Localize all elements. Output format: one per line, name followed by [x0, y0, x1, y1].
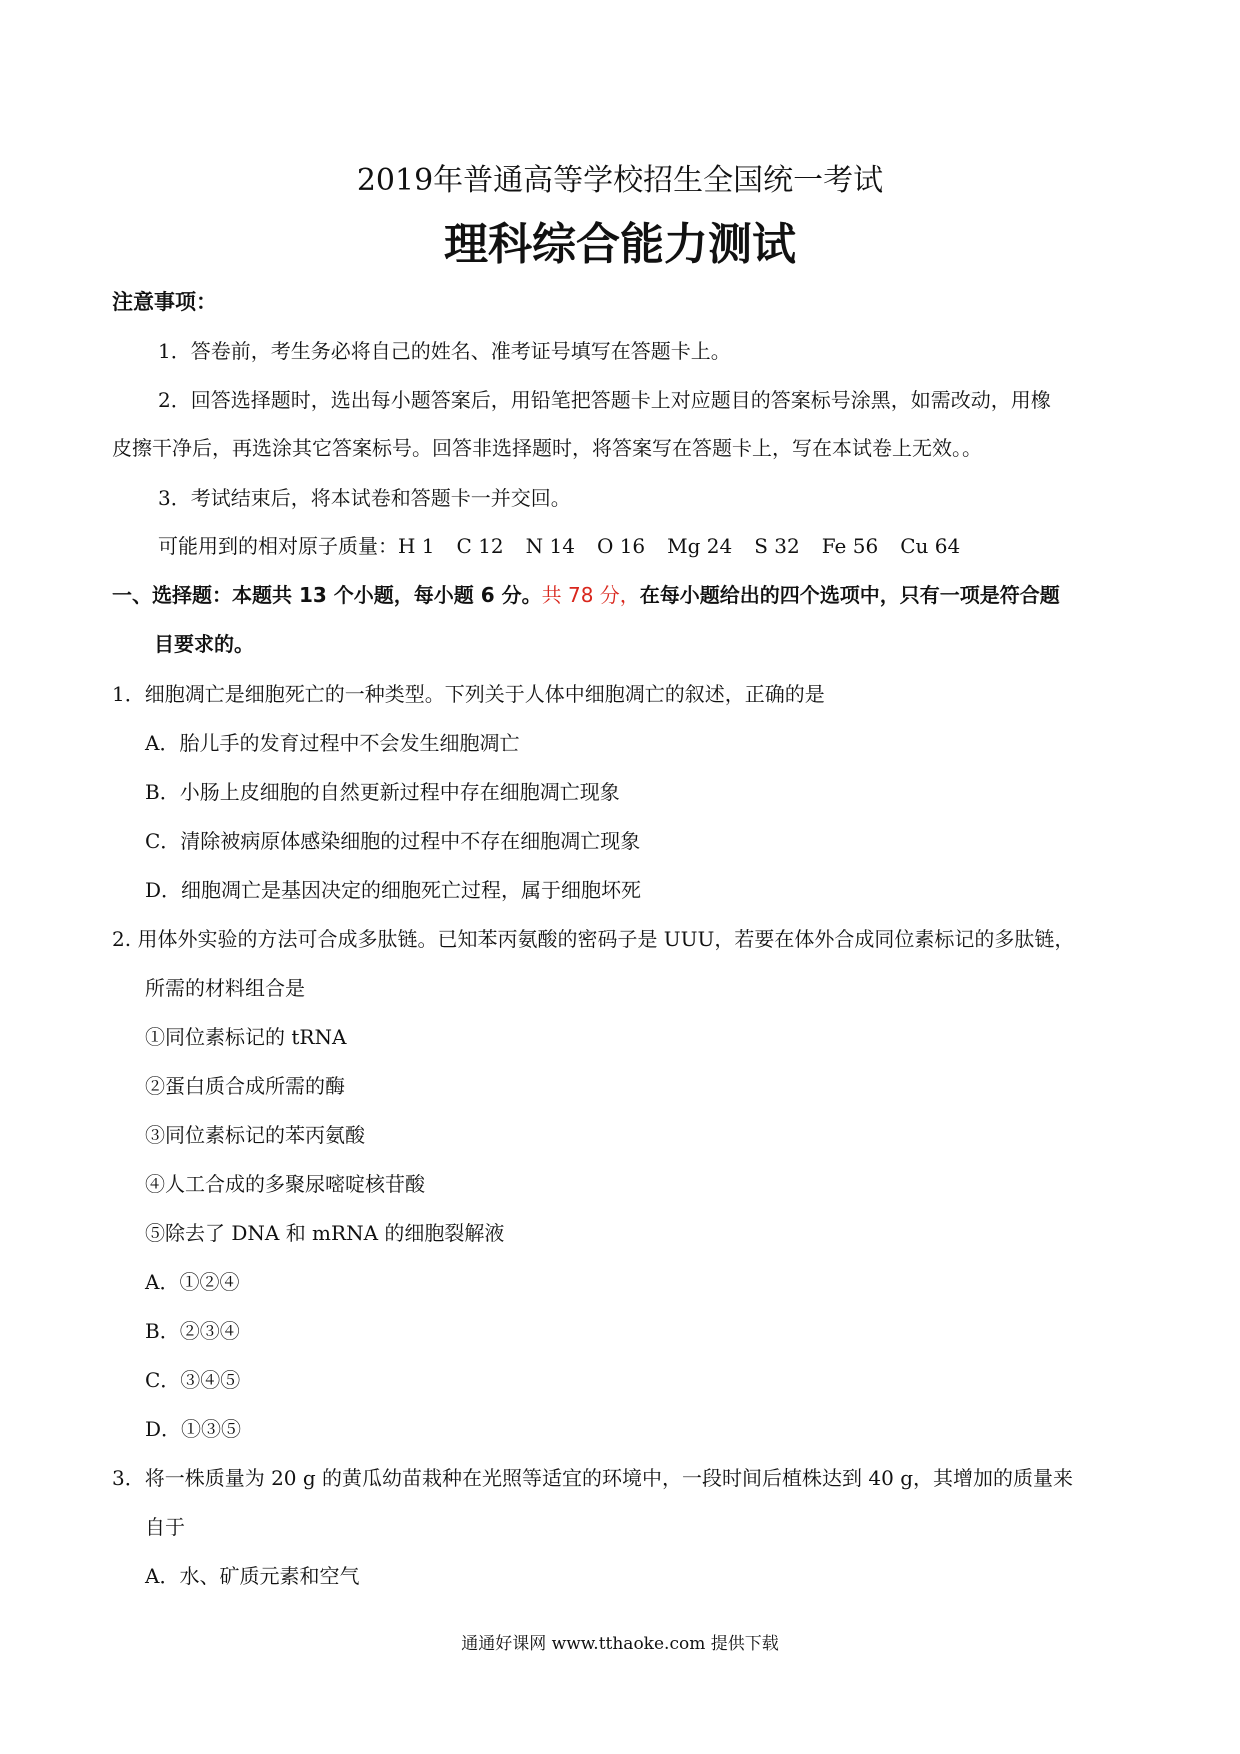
question-2-item-1: ①同位素标记的 tRNA: [145, 1025, 347, 1049]
question-1-option-a: A．胎儿手的发育过程中不会发生细胞凋亡: [145, 731, 520, 755]
footer-credit: 通通好课网 www.tthaoke.com 提供下载: [461, 1634, 779, 1654]
question-2-stem-cont: 所需的材料组合是: [145, 976, 305, 1000]
question-2-item-2: ②蛋白质合成所需的酶: [145, 1074, 345, 1098]
atomic-mass-cu: Cu 64: [900, 534, 961, 558]
question-2-item-5: ⑤除去了 DNA 和 mRNA 的细胞裂解液: [145, 1221, 505, 1245]
atomic-mass-line: [158, 532, 982, 560]
question-2-item-3: ③同位素标记的苯丙氨酸: [145, 1123, 365, 1147]
atomic-mass-mg: Mg 24: [667, 534, 733, 558]
atomic-mass-c: C 12: [456, 534, 504, 558]
question-2-option-a: A．①②④: [145, 1270, 240, 1294]
question-1-option-d: D．细胞凋亡是基因决定的细胞死亡过程，属于细胞坏死: [145, 878, 642, 902]
section1-intro: [112, 581, 1060, 609]
atomic-mass-o: O 16: [596, 534, 646, 558]
notice-item-1: 1．答卷前，考生务必将自己的姓名、准考证号填写在答题卡上。: [158, 339, 731, 363]
question-2-option-d: D．①③⑤: [145, 1417, 242, 1441]
atomic-mass-n: N 14: [525, 534, 575, 558]
exam-subtitle: 理科综合能力测试: [444, 219, 796, 270]
question-3-stem: 3．将一株质量为 20 g 的黄瓜幼苗栽种在光照等适宜的环境中，一段时间后植株达到 40 g，其增加的质量来: [112, 1466, 1074, 1490]
question-2-item-4: ④人工合成的多聚尿嘧啶核苷酸: [145, 1172, 425, 1196]
atomic-mass-label: 可能用到的相对原子质量：: [158, 534, 398, 558]
question-3-option-a: A．水、矿质元素和空气: [145, 1564, 360, 1588]
question-1-option-b: B．小肠上皮细胞的自然更新过程中存在细胞凋亡现象: [145, 780, 620, 804]
question-1-stem: 1．细胞凋亡是细胞死亡的一种类型。下列关于人体中细胞凋亡的叙述，正确的是: [112, 682, 825, 706]
notice-item-3: 3．考试结束后，将本试卷和答题卡一并交回。: [158, 486, 571, 510]
section1-intro-part1: 一、选择题：本题共 13 个小题，每小题 6 分。: [112, 583, 542, 607]
notice-item-2: 2．回答选择题时，选出每小题答案后，用铅笔把答题卡上对应题目的答案标号涂黑，如需改动，用橡: [158, 388, 1051, 412]
question-2-stem: 2. 用体外实验的方法可合成多肽链。已知苯丙氨酸的密码子是 UUU，若要在体外合成同位素标记的多肽链，: [112, 927, 1075, 951]
section1-intro-points: 共 78 分，: [541, 583, 640, 607]
atomic-mass-fe: Fe 56: [821, 534, 879, 558]
question-1-option-c: C．清除被病原体感染细胞的过程中不存在细胞凋亡现象: [145, 829, 641, 853]
question-2-option-b: B．②③④: [145, 1319, 240, 1343]
notice-item-2-cont: 皮擦干净后，再选涂其它答案标号。回答非选择题时，将答案写在答题卡上，写在本试卷上无效。。: [112, 436, 982, 460]
section1-intro-part2: 在每小题给出的四个选项中，只有一项是符合题: [639, 583, 1060, 607]
notice-heading: 注意事项：: [112, 290, 217, 314]
section1-intro-cont: 目要求的。: [154, 632, 254, 656]
question-3-stem-cont: 自于: [145, 1515, 185, 1539]
atomic-mass-s: S 32: [754, 534, 800, 558]
atomic-mass-h: H 1: [398, 534, 435, 558]
question-2-option-c: C．③④⑤: [145, 1368, 241, 1392]
exam-title: 2019年普通高等学校招生全国统一考试: [356, 163, 884, 198]
